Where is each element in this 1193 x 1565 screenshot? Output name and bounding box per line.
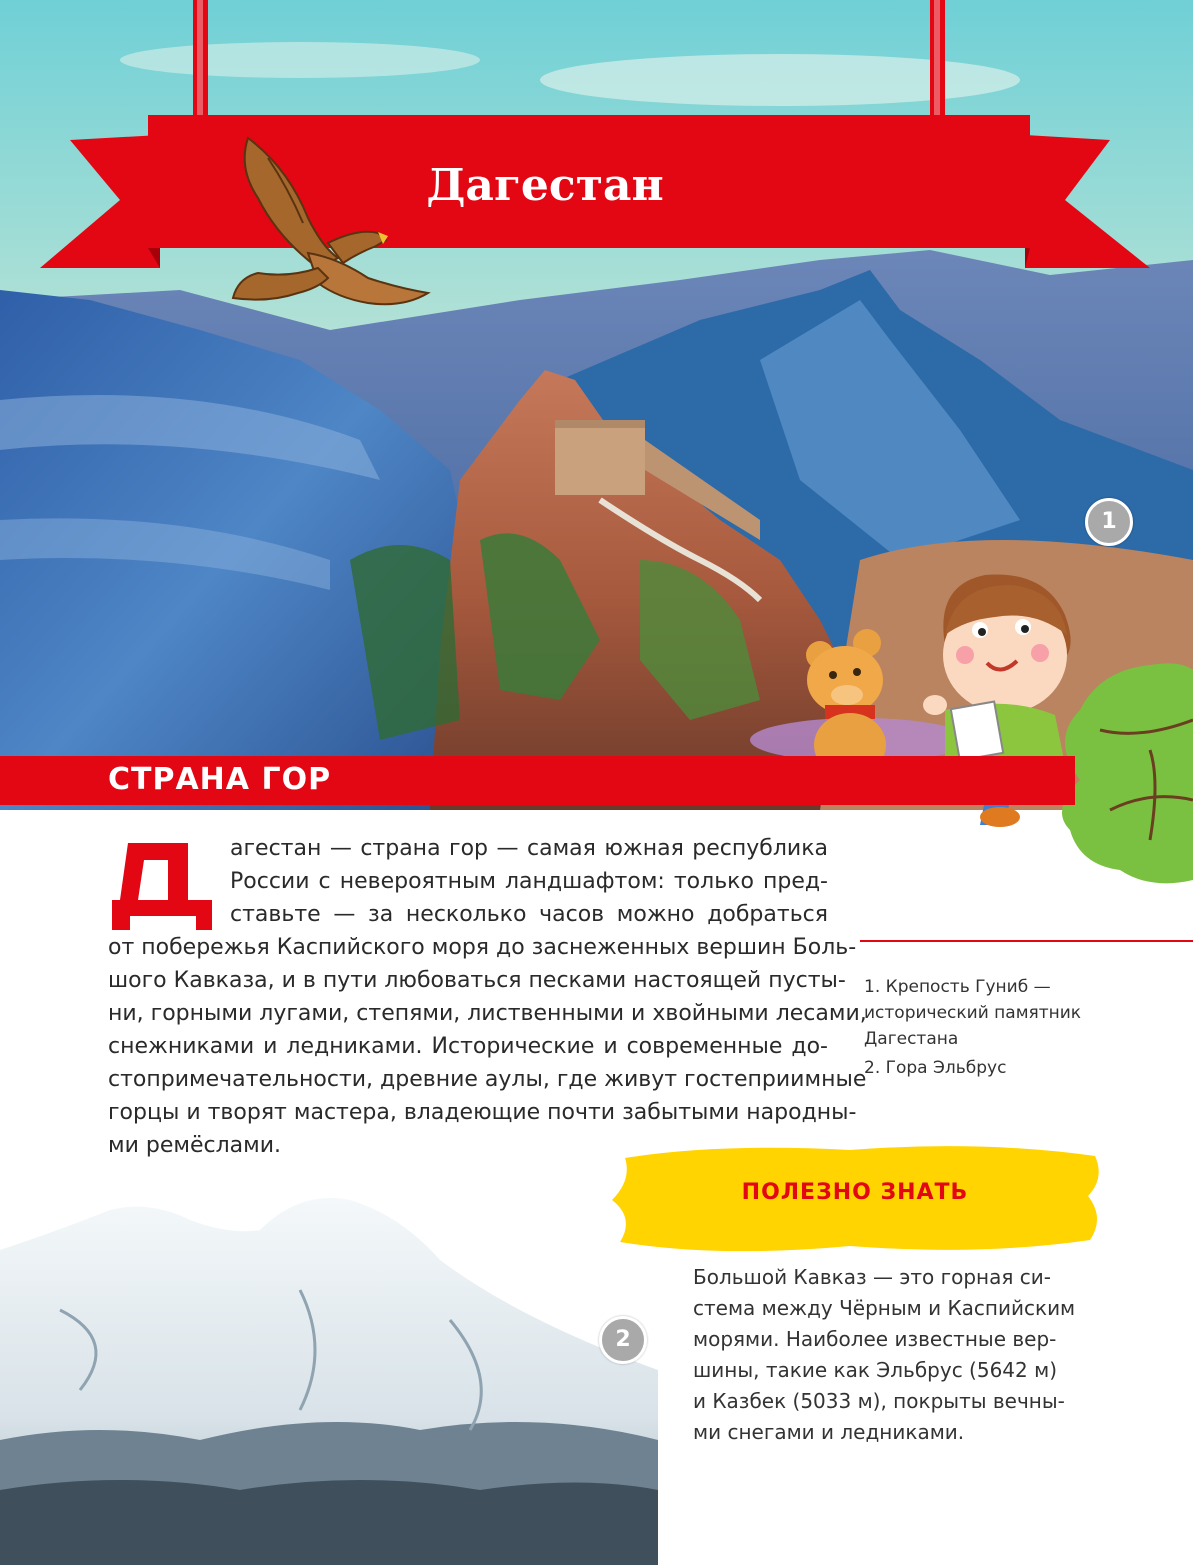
tip-text-line: морями. Наиболее известные вер- [693, 1327, 1057, 1351]
main-text-line: России с невероятным ландшафтом: только пред- [230, 869, 828, 894]
tip-text-line: и Казбек (5033 м), покрыты вечны- [693, 1389, 1065, 1413]
main-text-line: шого Кавказа, и в пути любоваться песками настоящей пусты- [108, 968, 846, 993]
caption-line: 2. Гора Эльбрус [864, 1058, 1007, 1078]
caption-divider [860, 940, 1193, 942]
tip-text-line: ми снегами и ледниками. [693, 1420, 965, 1444]
tip-text-line: стема между Чёрным и Каспийским [693, 1296, 1076, 1320]
main-text-line: стопримечательности, древние аулы, где живут гостеприимные [108, 1067, 867, 1092]
tip-text-line: Большой Кавказ — это горная си- [693, 1265, 1051, 1289]
main-text-line: ставьте — за несколько часов можно добраться [230, 902, 828, 927]
title-banner [0, 0, 1193, 310]
section-title: СТРАНА ГОР [108, 762, 332, 797]
main-text-line: горцы и творят мастера, владеющие почти забытыми народны- [108, 1100, 857, 1125]
dropcap-letter [108, 838, 218, 930]
caption-line: 1. Крепость Гуниб — [864, 977, 1051, 997]
tip-text-line: шины, такие как Эльбрус (5642 м) [693, 1358, 1058, 1382]
caption-line: исторический памятник [864, 1003, 1082, 1023]
tip-title: ПОЛЕЗНО ЗНАТЬ [741, 1180, 969, 1205]
main-text-line: агестан — страна гор — самая южная республика [230, 836, 828, 861]
main-text-line: от побережья Каспийского моря до заснеженных вершин Боль- [108, 935, 857, 960]
caption-line: Дагестана [864, 1029, 959, 1049]
photo-number-badge-1: 1 [1085, 498, 1133, 546]
main-text-line: ми ремёслами. [108, 1133, 282, 1158]
elbrus-mountain-photo [0, 1190, 658, 1565]
main-text-line: ни, горными лугами, степями, лиственными и хвойными лесами, [108, 1001, 867, 1026]
photo-number-badge-2: 2 [599, 1316, 647, 1364]
page-title: Дагестан [426, 160, 664, 211]
eagle-icon [228, 128, 433, 323]
main-text-line: снежниками и ледниками. Исторические и современные до- [108, 1034, 828, 1059]
